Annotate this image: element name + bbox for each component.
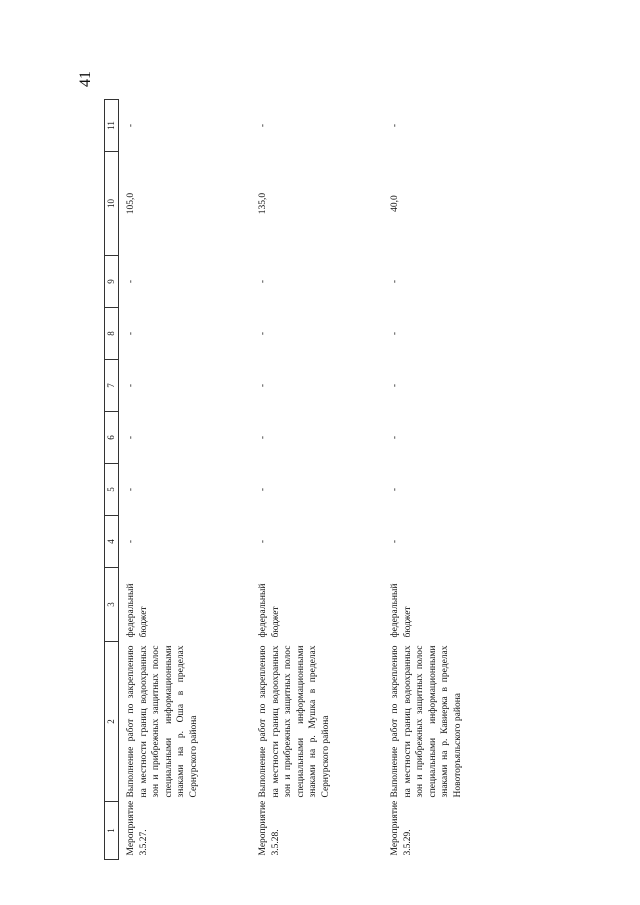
value-cell: 135,0 <box>258 192 268 215</box>
column-number: 3 <box>105 568 119 642</box>
measure-id: Мероприятие 3.5.28. <box>258 800 281 856</box>
column-number: 4 <box>105 516 119 568</box>
column-number: 1 <box>105 802 119 860</box>
column-number: 9 <box>105 256 119 308</box>
column-number: 6 <box>105 412 119 464</box>
value-cell: - <box>126 539 136 544</box>
value-cell: - <box>258 539 268 544</box>
value-cell: - <box>126 487 136 492</box>
value-cell: - <box>126 435 136 440</box>
value-cell: - <box>390 279 400 284</box>
value-cell: 105,0 <box>126 192 136 215</box>
value-cell: - <box>126 331 136 336</box>
rotated-table-container <box>104 100 640 860</box>
column-number: 7 <box>105 360 119 412</box>
table-row <box>383 100 515 860</box>
value-cell: - <box>126 279 136 284</box>
funding-source: федеральный бюджет <box>390 583 413 638</box>
value-cell: - <box>126 123 136 128</box>
value-cell: - <box>258 383 268 388</box>
measure-id: Мероприятие 3.5.27. <box>126 800 149 856</box>
funding-source: федеральный бюджет <box>126 583 149 638</box>
value-cell: - <box>390 123 400 128</box>
value-cell: 40,0 <box>390 195 400 212</box>
measure-description: Выполнение работ по закреплению на местности границ водоохранных зон и прибрежных защитных полос специальными информационными знаками на р. Оша в пределах Сернурского района <box>126 645 199 798</box>
column-number: 11 <box>105 100 119 152</box>
value-cell: - <box>258 123 268 128</box>
value-cell: - <box>390 487 400 492</box>
value-cell: - <box>258 331 268 336</box>
value-cell: - <box>258 435 268 440</box>
value-cell: - <box>390 435 400 440</box>
value-cell: - <box>390 331 400 336</box>
column-number: 8 <box>105 308 119 360</box>
table-row <box>119 100 252 860</box>
value-cell: - <box>258 487 268 492</box>
column-number: 2 <box>105 642 119 802</box>
measure-description: Выполнение работ по закреплению на местности границ водоохранных зон и прибрежных защитных полос специальными информационными знаками на р. Кавиерка в пределах Новоторъяльского района <box>390 645 463 798</box>
column-number: 10 <box>105 152 119 256</box>
value-cell: - <box>390 383 400 388</box>
funding-source: федеральный бюджет <box>258 583 281 638</box>
table-row <box>251 100 383 860</box>
measure-description: Выполнение работ по закреплению на местности границ водоохранных зон и прибрежных защитных полос специальными информационными знаками на р. Мушка в пределах Сернурского района <box>258 645 331 798</box>
value-cell: - <box>126 383 136 388</box>
measure-id: Мероприятие 3.5.29. <box>390 800 413 856</box>
measures-table <box>104 99 515 860</box>
value-cell: - <box>258 279 268 284</box>
page-number: 41 <box>77 71 94 87</box>
column-number: 5 <box>105 464 119 516</box>
header-row <box>105 100 119 860</box>
value-cell: - <box>390 539 400 544</box>
